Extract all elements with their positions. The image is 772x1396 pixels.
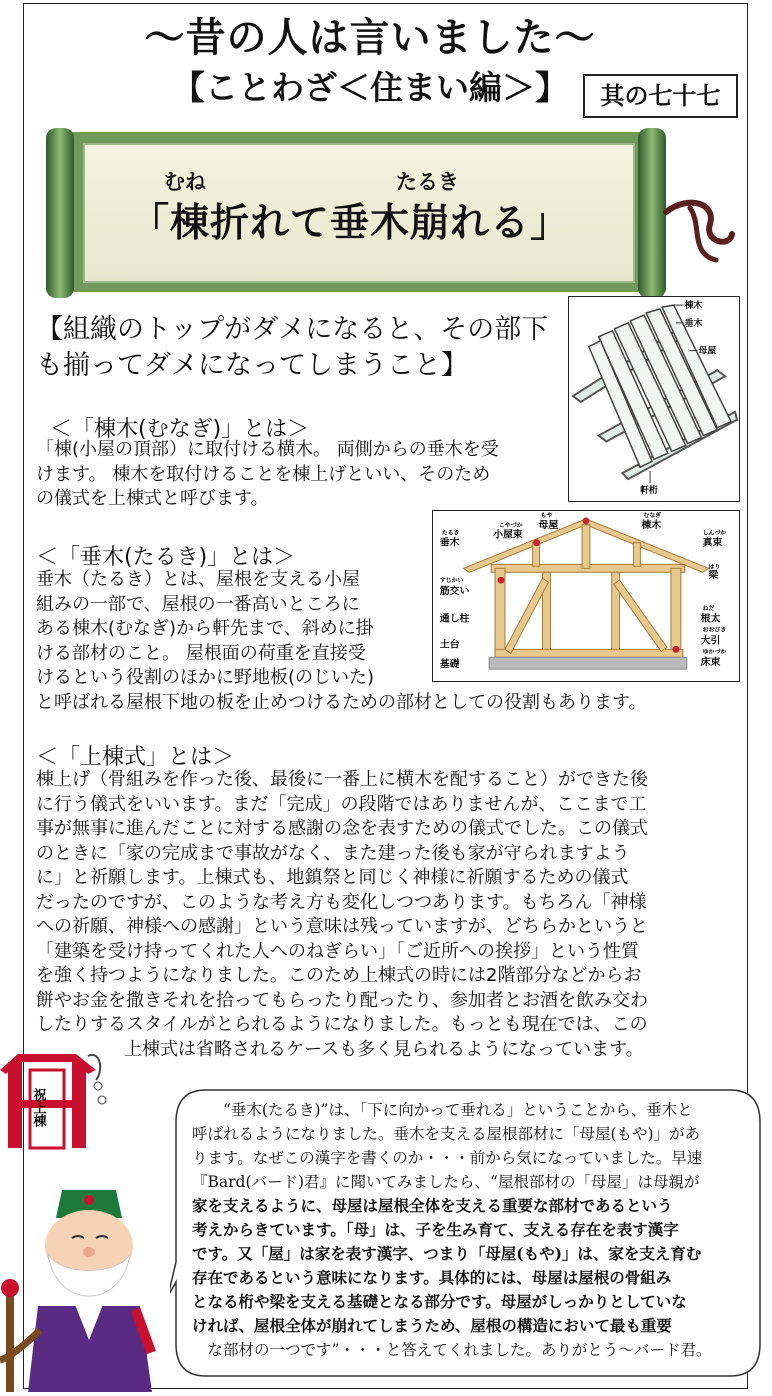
ruby-koyazuka: こやづか [499, 521, 523, 529]
text-line: 「棟(小屋の頂部）に取付ける横木。 両側からの垂木を受 [36, 439, 499, 460]
bubble-line: 家を支えるように、母屋は屋根全体を支える重要な部材であるという [192, 1196, 673, 1215]
bubble-line: ります。なぜこの漢字を書くのか・・・前から気になっていました。早速 [192, 1149, 703, 1167]
label-toshibashira: 通し柱 [439, 613, 470, 625]
text-line: への祈願、神様への感謝」という意味は残っていますが、どちらかというと [36, 916, 648, 937]
label-moya: 母屋 [538, 519, 559, 531]
meaning-line: も揃ってダメになってしまうこと】 [36, 350, 468, 381]
bubble-line: “垂木(たるき)”は、「下に向かって垂れる」ということから、垂木と [223, 1101, 693, 1119]
label-obiki: 大引 [700, 635, 721, 647]
text-line: 棟上げ（骨組みを作った後、最後に一番上に横木を配すること）ができた後 [36, 769, 648, 790]
sign-text: 祝上棟 [30, 1088, 46, 1127]
text-line: 上棟式は省略されるケースも多く見られるようになっています。 [124, 1038, 644, 1060]
jotoshiki-sign-icon [0, 1054, 106, 1148]
label-taruki: 垂木 [684, 318, 703, 329]
ruby-obiki: おおびき [702, 626, 727, 634]
mascot-illustration [0, 1040, 176, 1392]
proverb-meaning [36, 312, 566, 384]
label-koyazuka: 小屋束 [493, 529, 523, 541]
label-shinzuka: 真束 [702, 537, 723, 549]
bubble-line: です。又「屋」は家を表す漢字、つまり「母屋(もや)」は、家を支え育む [192, 1244, 702, 1263]
ruby-yukazuka: ゆかづか [702, 648, 727, 656]
bubble-line: 呼ばれるようになりました。垂木を支える屋根部材に「母屋(もや)」があ [192, 1125, 701, 1143]
section-body-jotoshiki [36, 768, 748, 1062]
page-subtitle: 【ことわざ＜住まい編＞】 [172, 68, 568, 107]
section-heading-munagi: ＜「棟木(むなぎ)」とは＞ [50, 417, 310, 442]
text-line: けるという役割のほかに野地板(のじいた) [36, 667, 375, 688]
section-heading-taruki: ＜「垂木(たるき)」とは＞ [36, 545, 296, 570]
label-neda: 根太 [700, 613, 721, 625]
label-munagi: 棟木 [684, 301, 703, 312]
text-line: を強く持つようになりました。このため上棟式の時には2階部分などからお [36, 965, 642, 986]
ruby-sujikai: すじかい [439, 577, 464, 585]
section-body-munagi [36, 438, 576, 512]
label-hari: 梁 [708, 570, 719, 582]
text-line: けます。 棟木を取付けることを棟上げといい、そのため [36, 463, 491, 485]
ruby-neda: ねだ [702, 604, 715, 612]
meaning-line: 【組織のトップがダメになると、その部下 [36, 314, 549, 345]
ruby-shinzuka: しんづか [702, 529, 727, 537]
section-heading-jotoshiki: ＜「上棟式」とは＞ [36, 745, 235, 770]
text-line: 事が無事に進んだことに対する感謝の念を表すための儀式でした。この儀式 [36, 818, 648, 839]
text-line: 垂木（たるき）とは、屋根を支える小屋 [36, 569, 360, 590]
page-title: ～昔の人は言いました～ [144, 15, 596, 61]
label-dodai: 土台 [439, 639, 460, 651]
text-line: の儀式を上棟式と呼びます。 [36, 488, 269, 509]
ruby-taruki: たるき [441, 529, 460, 537]
label-moya: 母屋 [698, 346, 717, 357]
bubble-line: な部材の一つです”・・・と答えてくれました。ありがとう～バード君。 [207, 1341, 712, 1359]
ruby-mune: むね [164, 170, 206, 194]
bubble-line: 存在であるという意味になります。具体的には、母屋は屋根の骨組み [192, 1268, 672, 1287]
bubble-line: ければ、屋根全体が崩れてしまうため、屋根の構造において最も重要 [192, 1316, 672, 1335]
label-taruki: 垂木 [439, 537, 460, 549]
ruby-munagi: むなぎ [643, 511, 662, 519]
label-munagi: 棟木 [641, 519, 662, 531]
text-line: に」と祈願します。上棟式も、地鎮祭と同じく神様に祈願するための儀式 [36, 867, 629, 888]
label-sujikai: 筋交い [439, 586, 470, 598]
text-line: したりするスタイルがとられるようになりました。もっとも現在では、この [36, 1014, 648, 1035]
bubble-line: となる桁や梁を支える基礎となる部分です。母屋がしっかりとしていな [192, 1292, 687, 1311]
ruby-hari: はり [708, 563, 721, 571]
text-line: ある棟木(むなぎ)から軒先まで、斜めに掛 [36, 618, 374, 639]
bubble-line: 考えからきています。「母」は、子を生み育て、支える存在を表す漢字 [192, 1220, 679, 1239]
text-line: 組みの一部で、屋根の一番高いところに [36, 593, 360, 615]
text-line: 餅やお金を撒きそれを拾ってもらったり配ったり、参加者とお酒を飲み交わ [36, 989, 648, 1011]
speech-bubble-text [192, 1098, 737, 1362]
episode-badge: 其の七十七 [583, 74, 738, 118]
roof-framing-figure [568, 296, 740, 502]
text-line: と呼ばれる屋根下地の板を止めつけるための部材としての役割もあります。 [36, 691, 647, 713]
label-kiso: 基礎 [439, 659, 460, 671]
text-line: ける部材のこと。 屋根面の荷重を直接受 [36, 642, 366, 664]
label-yukazuka: 床束 [700, 657, 721, 669]
text-line: 「建築を受け持ってくれた人へのねぎらい」「ご近所への挨拶」という性質 [36, 940, 639, 962]
label-nokigeta: 軒桁 [640, 485, 658, 496]
text-line: のときに「家の完成まで事故がなく、また建った後も家が守られますよう [36, 842, 630, 864]
text-line: だったのですが、このような考え方も変化しつつあります。もちろん「神様 [36, 891, 647, 913]
text-line: に行う儀式をいいます。まだ「完成」の段階ではありませんが、ここまで工 [36, 793, 647, 815]
bubble-line: 『Bard(バード)君』に聞いてみましたら、“屋根部材の「母屋」は母親が [192, 1173, 700, 1191]
ruby-taruki: たるき [396, 170, 459, 194]
section-body-taruki [36, 568, 746, 715]
ruby-moya: もや [540, 511, 553, 519]
proverb-text: 「棟折れて垂木崩れる」 [130, 201, 571, 246]
